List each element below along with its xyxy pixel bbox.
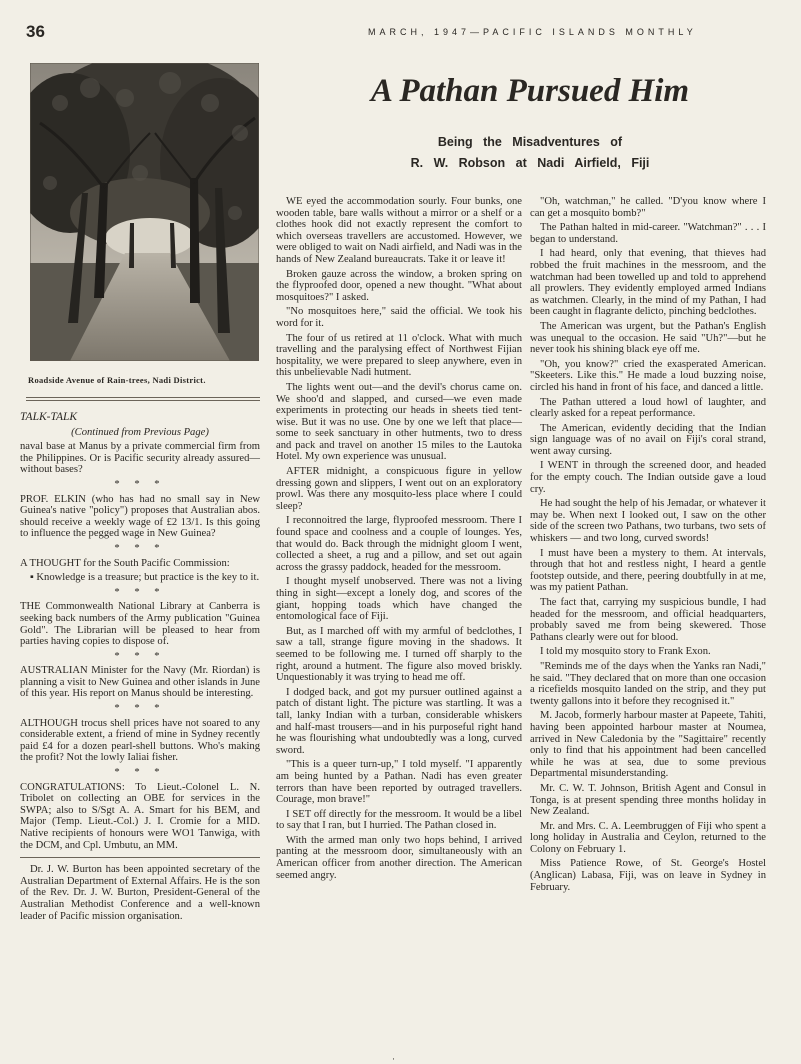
continued-note: (Continued from Previous Page) <box>71 426 209 438</box>
story-paragraph: I must have been a mystery to them. At intervals, through that hot and restless night, I heard a gentle footstep outside, and there, peering doubtfully in at me, was my patient Pathan. <box>530 547 766 594</box>
article-title: A Pathan Pursued Him <box>370 73 690 109</box>
story-paragraph: "Oh, watchman," he called. "D'you know where I can get a mosquito bomb?" <box>530 196 766 219</box>
star-separator: * * * <box>114 650 166 662</box>
story-paragraph: With the armed man only two hops behind, I arrived panting at the messroom door, simultaneously with an American officer from another direction. The American seemed angry. <box>276 834 522 881</box>
story-paragraph: The lights went out—and the devil's chorus came on. We shoo'd and slapped, and cursed—we even made experiments in protecting our heads in sheets tied tent-wise. But it was no use. One by one we left that place—some to seek sanctuary in other hutments, two to dress and pack and travel on another 15 miles to the Lautoka Hotel. My own experience was unusual. <box>276 381 522 463</box>
story-paragraph: Miss Patience Rowe, of St. George's Hostel (Anglican) Labasa, Fiji, was on leave in Sydney in February. <box>530 858 766 893</box>
paragraph: AUSTRALIAN Minister for the Navy (Mr. Riordan) is planning a visit to New Guinea and other islands in June of this year. His report on Manus should be interesting. <box>20 665 260 700</box>
section-heading: TALK-TALK <box>20 411 78 423</box>
story-paragraph: I thought myself unobserved. There was not a living thing in sight—except a lonely dog, and scores of the giant, hopping toads which have changed the entomological face of Fiji. <box>276 576 522 623</box>
subtitle-line-2: R. W. Robson at Nadi Airfield, Fiji <box>410 156 650 170</box>
story-paragraph: Mr. and Mrs. C. A. Leembruggen of Fiji who spent a long holiday in Australia and Ceylon, returned to the Colony on February 1. <box>530 820 766 855</box>
page-number: 36 <box>26 22 45 41</box>
story-paragraph: The four of us retired at 11 o'clock. What with much travelling and the paralysing effect of Northwest Fijian hospitality, we were prepared to sleep anywhere, even in this unbelievable Nadi hutment. <box>276 332 522 379</box>
story-paragraph: But, as I marched off with my armful of bedclothes, I saw a tall, strange figure moving in the shadows. It seemed to be following me. I turned off sharply to the right, around a hutment. The figure also moved briskly. Unquestionably it was trying to head me off. <box>276 625 522 684</box>
story-paragraph: AFTER midnight, a conspicuous figure in yellow dressing gown and slippers, I went out on an exploratory prowl. Was there any mosquito-less place where I could sleep? <box>276 466 522 512</box>
story-paragraph: The fact that, carrying my suspicious bundle, I had headed for the messroom, and official headquarters, probably saved me from being skewered. Those Pathans clearly were out for blood. <box>530 597 766 643</box>
paragraph: THE Commonwealth National Library at Canberra is seeking back numbers of the Army publication "Guinea Gold". The Librarian will be pleased to hear from parties having copies to dispose of. <box>20 601 260 648</box>
paragraph: A THOUGHT for the South Pacific Commission: <box>20 557 230 569</box>
story-paragraph: "Reminds me of the days when the Yanks ran Nadi," he said. "They declared that on more than one occasion a ricefields mosquito landed on the strip, and they put twenty gallons into it before they recognised it." <box>530 660 766 707</box>
photo-rain-tree-avenue <box>30 63 259 361</box>
story-paragraph: I reconnoitred the large, flyproofed messroom. There I found space and coolness and a couple of lounges. Yes, that would do. Back through the midnight gloom I went, collected a sheet, a rug and a pillow, and set out again across the grassy paddock, headed for the messroom. <box>276 515 522 573</box>
talk-talk-column <box>20 412 260 925</box>
divider <box>26 397 260 398</box>
story-paragraph: "No mosquitoes here," said the official. We took his word for it. <box>276 306 522 329</box>
footer-mark: · <box>392 1054 395 1064</box>
paragraph: PROF. ELKIN (who has had no small say in New Guinea's native "policy") proposes that Australian abos. should receive a weekly wage of £2 13/1. Is this going to influence the pegged wage in New Guinea? <box>20 493 260 540</box>
star-separator: * * * <box>114 542 166 554</box>
rain-tree-photo-illustration <box>30 63 259 361</box>
story-paragraph: Mr. C. W. T. Johnson, British Agent and Consul in Tonga, is at present spending three months holiday in New Zealand. <box>530 782 766 818</box>
star-separator: * * * <box>114 703 166 715</box>
paragraph: naval base at Manus by a private commercial firm from the Philippines. Or is Pacific security already assured—without bases? <box>20 441 260 476</box>
story-paragraph: "Oh, you know?" cried the exasperated American. "Skeeters. Like this." He made a loud buzzing noise, circled his hand in front of his face, and danced a little. <box>530 358 766 393</box>
star-separator: * * * <box>114 767 166 779</box>
divider <box>26 400 260 401</box>
story-paragraph: I told my mosquito story to Frank Exon. <box>540 646 711 658</box>
running-head: MARCH, 1947—PACIFIC ISLANDS MONTHLY <box>368 27 697 37</box>
story-paragraph: I had heard, only that evening, that thieves had robbed the fruit machines in the messroom, and the watchman had been towelled up and told to apprehend all prowlers. They evidently employed armed Indians as watchmen. Clearly, in the mind of my Pathan, I had been caught in flagrante delicto, pinching bedclothes. <box>530 248 766 318</box>
photo-caption: Roadside Avenue of Rain-trees, Nadi District. <box>28 375 206 385</box>
paragraph: ALTHOUGH trocus shell prices have not soared to any considerable extent, a friend of mine in Sydney recently paid £4 for a dozen pearl-shell buttons. Who's making the profit? Not the lowly Ialiai fisher. <box>20 717 260 764</box>
story-paragraph: I SET off directly for the messroom. It would be a libel to say that I ran, but I hurried. The Pathan closed in. <box>276 808 522 832</box>
story-paragraph: The Pathan uttered a loud howl of laughter, and clearly asked for a repeat performance. <box>530 396 766 420</box>
story-column-2 <box>276 196 522 884</box>
star-separator: * * * <box>114 586 166 598</box>
story-column-3 <box>530 196 766 896</box>
story-paragraph: "This is a queer turn-up," I told myself. "I apparently am being hunted by a Pathan. Nadi has even greater terrors than have been reported by outraged travellers. Courage, mon brave!" <box>276 759 522 806</box>
story-paragraph: I WENT in through the screened door, and headed for the empty couch. The Indian outside gave a loud cry. <box>530 460 766 495</box>
story-paragraph: Broken gauze across the window, a broken spring on the flyproofed door, opened a new thought. "What about mosquitoes?" I asked. <box>276 268 522 303</box>
story-paragraph: I dodged back, and got my pursuer outlined against a patch of distant light. The picture was startling. It was a tall, lanky Indian with a turban, considerable whiskers and half-mast trousers—and in his purposeful right hand he was flourishing what undoubtedly was a long, curved sword. <box>276 686 522 756</box>
subtitle-line-1: Being the Misadventures of <box>437 135 623 149</box>
paragraph: ▪ Knowledge is a treasure; but practice is the key to it. <box>30 572 260 584</box>
star-separator: * * * <box>114 478 166 490</box>
story-paragraph: WE eyed the accommodation sourly. Four bunks, one wooden table, bare walls without a mirror or a shelf or a clothes hook did not exactly represent the comfort to which overseas travellers are accustomed. However, we were obliged to wait on Nadi airfield, and Nadi was in the hands of New Zealand bureaucrats. Take it or leave it! <box>276 196 522 265</box>
story-paragraph: M. Jacob, formerly harbour master at Papeete, Tahiti, having been appointed harbour master at Noumea, arrived in New Caledonia by the "Sagittaire" recently only to find that his appointment had been cancelled while he was at sea, due to some previous Departmental misunderstanding. <box>530 710 766 780</box>
article-subtitle <box>360 132 700 174</box>
story-paragraph: The American was urgent, but the Pathan's English was unequal to the occasion. He said "Uh?"—but he never took his shining black eye off me. <box>530 320 766 356</box>
divider <box>20 857 260 858</box>
story-paragraph: The American, evidently deciding that the Indian sign language was of no avail on Fiji's coral strand, went away cursing. <box>530 422 766 457</box>
paragraph: Dr. J. W. Burton has been appointed secretary of the Australian Department of External Affairs. He is the son of the Rev. Dr. J. W. Burton, President-General of the Australian Methodist Conference and a well-known leader of Pacific mission organisation. <box>20 864 260 922</box>
story-paragraph: The Pathan halted in mid-career. "Watchman?" . . . I began to understand. <box>530 222 766 245</box>
paragraph: CONGRATULATIONS: To Lieut.-Colonel L. N. Tribolet on collecting an OBE for services in the SWPA; also to S/Sgt A. A. Smart for his BEM, and Major (Temp. Lieut.-Col.) J. I. Cromie for a MID. Native recipients of honours were WO1 Tanwiga, with the DCM, and Cpl. Umbutu, an MM. <box>20 781 260 851</box>
story-paragraph: He had sought the help of his Jemadar, or whatever it may be. When next I looked out, I saw on the other side of the screen two Pathans, two turbans, two sets of whiskers — and two long, curved swords! <box>530 498 766 545</box>
